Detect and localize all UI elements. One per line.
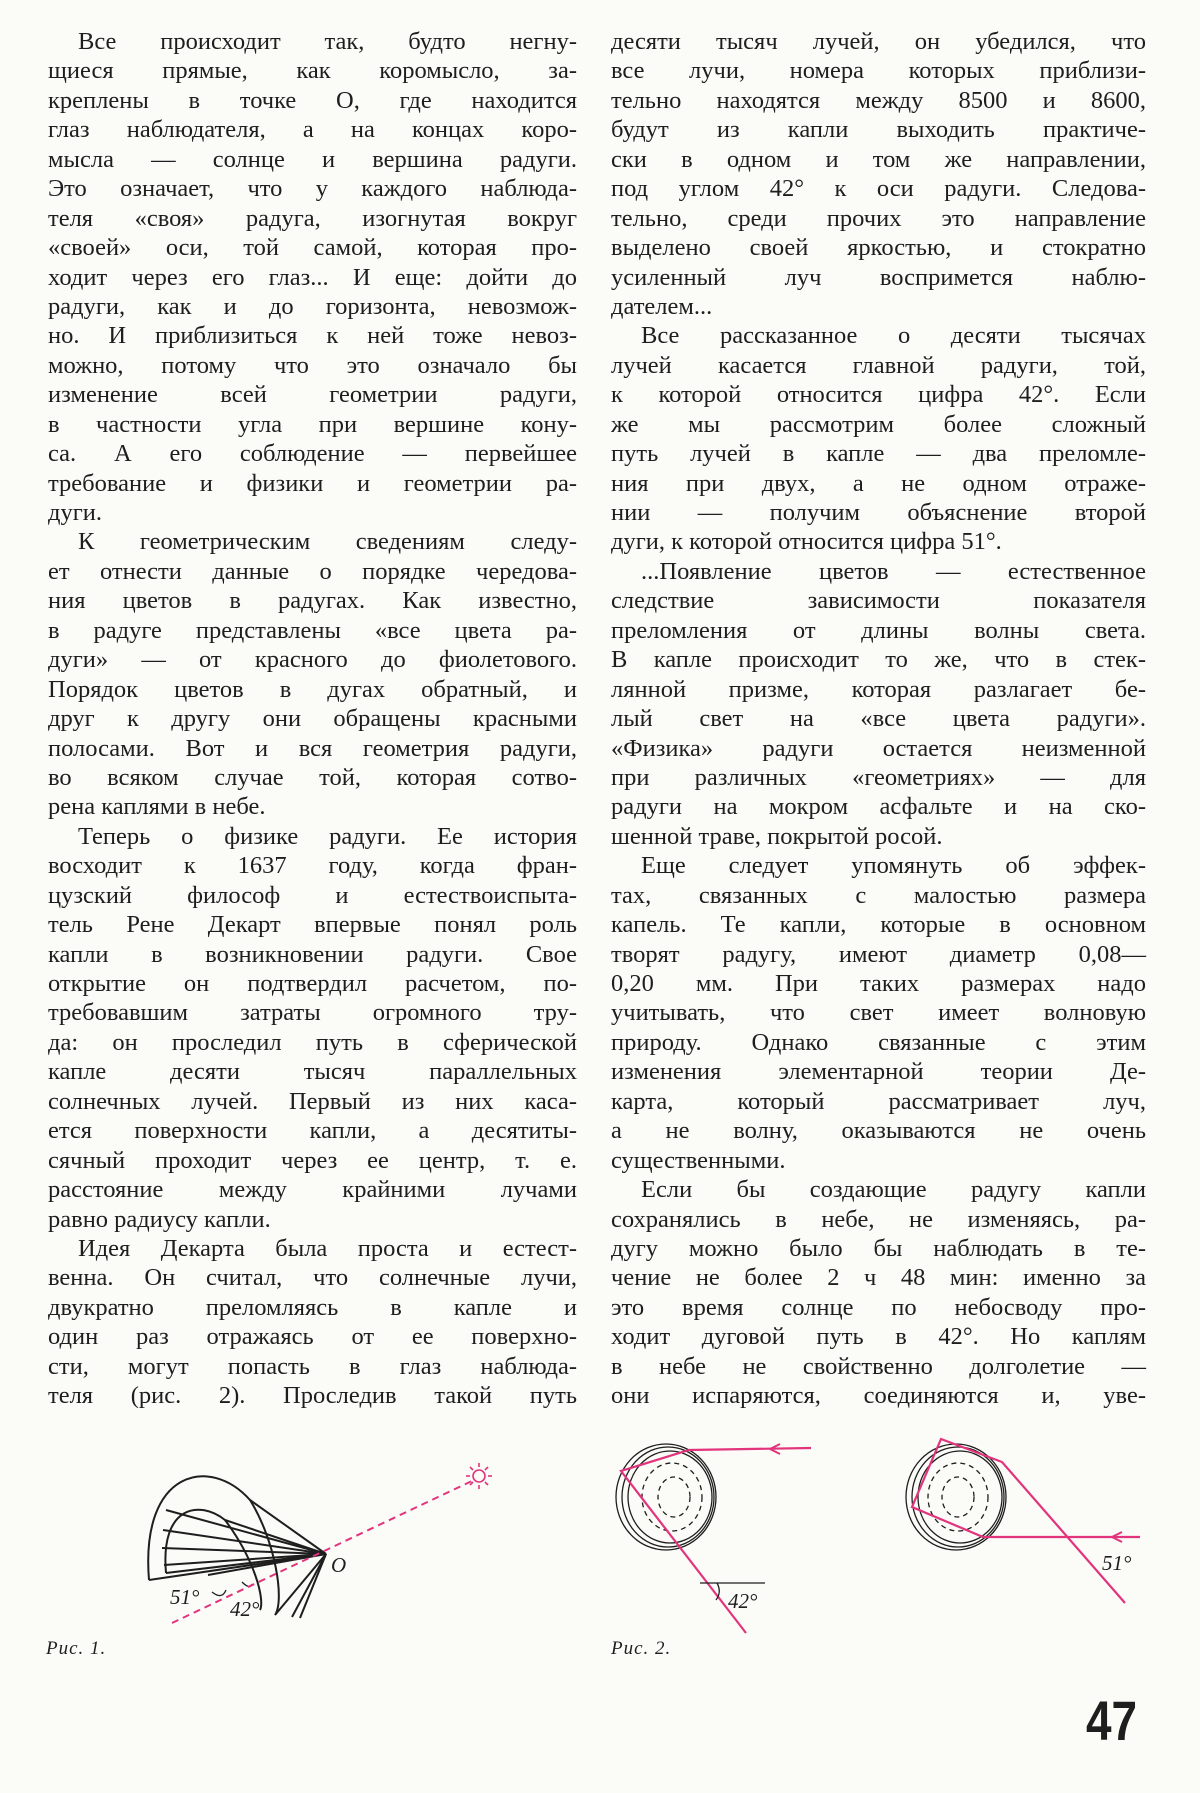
text-line: чение не более 2 ч 48 мин: именно за <box>611 1264 1146 1292</box>
text-line: тах, связанных с малостью размера <box>611 881 1146 909</box>
page-number: 47 <box>1086 1689 1138 1752</box>
text-line: ется поверхности капли, а десятиты- <box>48 1117 577 1145</box>
angle-42-label: 42° <box>728 1589 758 1613</box>
text-line: сячный проходит через ее центр, т. е. <box>48 1146 577 1174</box>
text-line: Идея Декарта была проста и естест- <box>78 1234 577 1262</box>
secondary-ray-path <box>912 1439 1140 1603</box>
text-line: изменение всей геометрии радуги, <box>48 381 577 409</box>
text-line: дателем... <box>611 292 713 320</box>
text-line: сти, могут попасть в глаз наблюда- <box>48 1352 577 1380</box>
text-line: во всяком случае той, которая сотво- <box>48 763 577 791</box>
text-line: да: он проследил путь в сферической <box>48 1028 577 1056</box>
text-line: следствие зависимости показателя <box>611 587 1146 615</box>
text-line: «Физика» радуги остается неизменной <box>611 734 1146 762</box>
text-line: дуги. <box>48 499 103 526</box>
text-line: изменения элементарной теории Де- <box>611 1058 1146 1086</box>
text-line: капле десяти тысяч параллельных <box>48 1058 577 1086</box>
text-line: В капле происходит то же, что в стек- <box>611 646 1146 674</box>
text-line: ски в одном и том же направлении, <box>611 145 1146 173</box>
text-line: дуги, к которой относится цифра 51°. <box>611 528 1002 556</box>
text-line: рена каплями в небе. <box>48 793 266 821</box>
text-line: шенной траве, покрытой росой. <box>611 822 943 850</box>
figure-1-caption: Рис. 1. <box>46 1638 107 1659</box>
text-line: требовавшим затраты огромного тру- <box>48 999 577 1027</box>
text-line: но. И приблизиться к ней тоже невоз- <box>48 322 577 350</box>
text-line: расстояние между крайними лучами <box>48 1176 577 1204</box>
text-line: венна. Он считал, что солнечные лучи, <box>48 1264 577 1292</box>
text-line: К геометрическим сведениям следу- <box>78 528 577 556</box>
text-line: дугу можно было бы наблюдать в те- <box>611 1234 1146 1262</box>
text-line: цузский философ и естествоиспыта- <box>48 881 577 909</box>
text-line: Все рассказанное о десяти тысячах <box>641 322 1146 350</box>
text-line: равно радиусу капли. <box>48 1205 271 1233</box>
text-line: полосами. Вот и вся геометрия радуги, <box>48 734 577 762</box>
text-line: лучей касается главной радуги, той, <box>611 351 1146 379</box>
text-line: солнечных лучей. Первый из них каса- <box>48 1087 577 1115</box>
text-line: ...Появление цветов — естественное <box>641 557 1146 585</box>
text-line: существенными. <box>611 1146 786 1174</box>
text-line: можно, потому что это означало бы <box>48 351 577 379</box>
text-line: капель. Те капли, которые в основном <box>611 911 1146 939</box>
angle-51-label: 51° <box>1102 1551 1132 1575</box>
text-line: в небе не свойственно долголетие — <box>611 1352 1146 1380</box>
text-line: нии — получим объяснение второй <box>611 499 1146 526</box>
text-line: дуги» — от красного до фиолетового. <box>48 646 577 674</box>
text-line: Еще следует упомянуть об эффек- <box>641 852 1146 880</box>
text-line: ния при двух, а не одном отраже- <box>611 469 1146 497</box>
text-line: теля (рис. 2). Проследив такой путь <box>48 1382 577 1410</box>
text-line: выделено своей яркостью, и стократно <box>611 234 1146 262</box>
text-line: творят радугу, имеют диаметр 0,08— <box>611 940 1146 968</box>
text-line: а не волну, оказываются не очень <box>611 1117 1146 1145</box>
text-line: радуги на мокром асфальте и на ско- <box>611 793 1146 821</box>
figure-2-drop-secondary <box>906 1444 1006 1550</box>
text-line: теля «своя» радуга, изогнутая вокруг <box>48 204 577 232</box>
text-line: двукратно преломляясь в капле и <box>48 1293 577 1321</box>
text-line: ния цветов в радугах. Как известно, <box>48 587 577 615</box>
text-line: мысла — солнце и вершина радуги. <box>48 145 577 173</box>
text-line: са. А его соблюдение — первейшее <box>48 440 577 468</box>
text-line: к которой относится цифра 42°. Если <box>611 381 1146 409</box>
text-line: Если бы создающие радугу капли <box>641 1176 1146 1204</box>
text-line: глаз наблюдателя, а на концах коро- <box>48 116 577 144</box>
text-line: усиленный луч воспримется наблю- <box>611 263 1146 291</box>
text-line: капли в возникновении радуги. Свое <box>48 940 577 968</box>
text-line: открытие он подтвердил расчетом, по- <box>48 970 577 997</box>
text-line: друг к другу они обращены красными <box>48 705 577 733</box>
angle-51-label: 51° <box>170 1585 200 1609</box>
text-line: будут из капли выходить практиче- <box>611 116 1146 144</box>
text-line: тель Рене Декарт впервые понял роль <box>48 911 577 939</box>
text-line: «своей» оси, той самой, которая про- <box>48 234 577 262</box>
text-line: при различных «геометриях» — для <box>611 763 1146 791</box>
primary-ray-path <box>621 1448 811 1633</box>
text-line: 0,20 мм. При таких размерах надо <box>611 970 1146 997</box>
text-line: все лучи, номера которых приблизи- <box>611 57 1146 85</box>
text-line: преломления от длины волны света. <box>611 616 1146 644</box>
sun-icon <box>466 1463 492 1489</box>
text-line: тельно находятся между 8500 и 8600, <box>611 86 1146 114</box>
text-line: в частности угла при вершине кону- <box>48 410 577 438</box>
angle-42-label: 42° <box>230 1597 260 1621</box>
text-line: они испаряются, соединяются и, уве- <box>611 1382 1146 1410</box>
text-line: карта, который рассматривает луч, <box>611 1087 1146 1115</box>
text-line: десяти тысяч лучей, он убедился, что <box>611 28 1146 55</box>
figure-2-caption: Рис. 2. <box>611 1638 672 1659</box>
point-o-label: O <box>331 1553 347 1577</box>
text-line: восходит к 1637 году, когда фран- <box>48 852 577 880</box>
text-line: Все происходит так, будто негну- <box>78 28 577 55</box>
text-line: природу. Однако связанные с этим <box>611 1028 1146 1056</box>
text-line: под углом 42° к оси радуги. Следова- <box>611 175 1146 203</box>
text-line: тельно, среди прочих это направление <box>611 204 1146 232</box>
text-line: лянной призме, которая разлагает бе- <box>611 675 1146 703</box>
text-line: Это означает, что у каждого наблюда- <box>48 175 577 203</box>
text-line: ходит дуговой путь в 42°. Но каплям <box>611 1323 1146 1351</box>
text-line: креплены в точке О, где находится <box>48 86 577 114</box>
text-line: путь лучей в капле — два преломле- <box>611 440 1146 468</box>
text-line: щиеся прямые, как коромысло, за- <box>48 57 577 85</box>
figure-2-drop-primary <box>616 1444 716 1550</box>
text-line: требование и физики и геометрии ра- <box>48 469 577 497</box>
text-line: учитывать, что свет имеет волновую <box>611 999 1146 1027</box>
text-line: ет отнести данные о порядке чередова- <box>48 557 577 585</box>
text-line: лый свет на «все цвета радуги». <box>611 705 1146 733</box>
text-line: Порядок цветов в дугах обратный, и <box>48 675 577 703</box>
text-line: в радуге представлены «все цвета ра- <box>48 616 577 644</box>
text-line: ходит через его глаз... И еще: дойти до <box>48 263 577 291</box>
text-line: же мы рассмотрим более сложный <box>611 410 1146 438</box>
text-line: один раз отражаясь от ее поверхно- <box>48 1323 577 1351</box>
text-line: радуги, как и до горизонта, невозмож- <box>48 292 577 320</box>
text-line: Теперь о физике радуги. Ее история <box>78 822 577 850</box>
text-line: это время солнце по небосводу про- <box>611 1293 1146 1321</box>
text-line: сохранялись в небе, не изменяясь, ра- <box>611 1205 1146 1233</box>
